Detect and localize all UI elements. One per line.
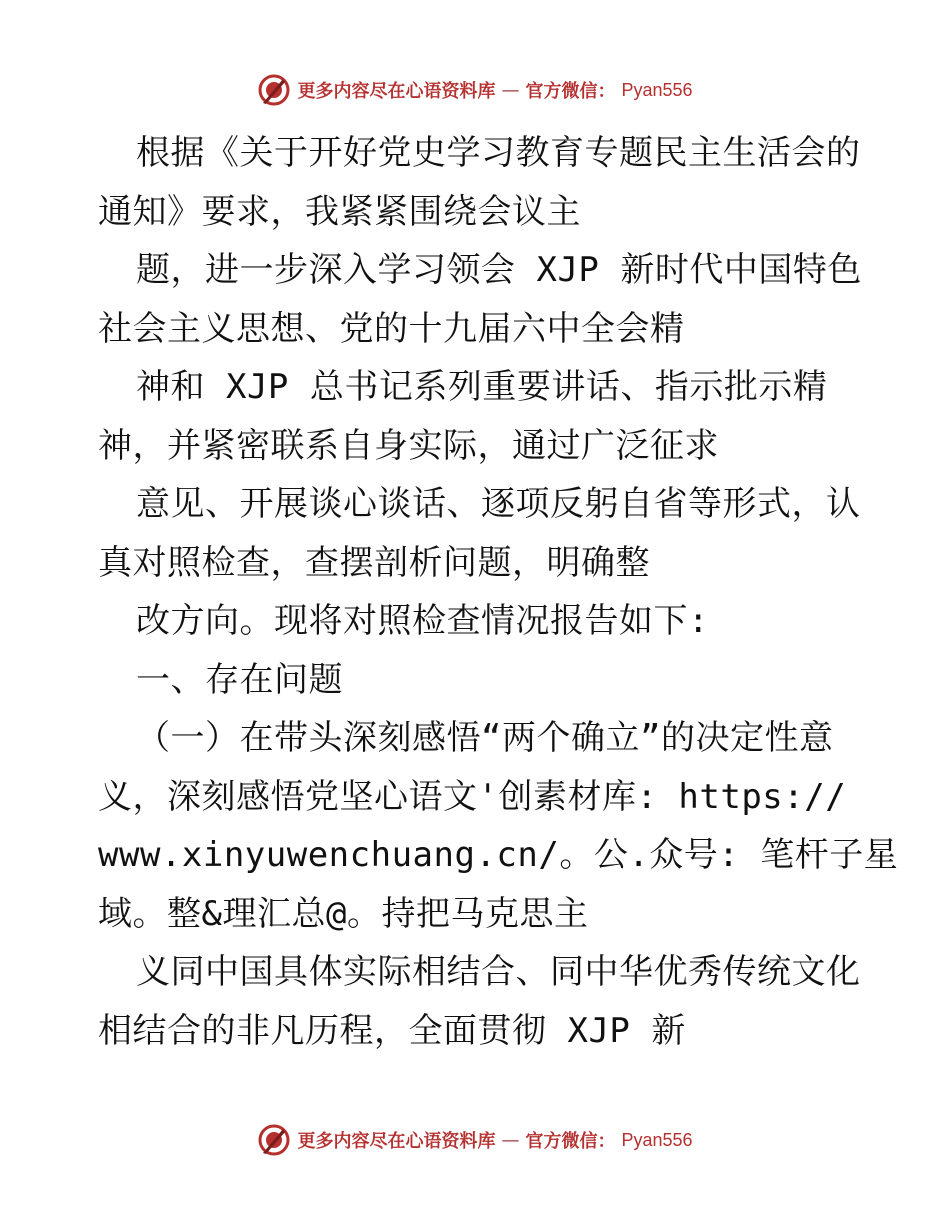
body-line: 真对照检查，查摆剖析问题，明确整: [98, 542, 650, 583]
footer-banner: [0, 1122, 950, 1158]
banner-separator: —: [501, 1129, 520, 1151]
body-line: 相结合的非凡历程，全面贯彻 XJP 新: [98, 1010, 686, 1051]
body-line: www.xinyuwenchuang.cn/。公.众号: 笔杆子星: [98, 835, 899, 875]
quill-logo-icon: [257, 73, 291, 107]
body-line: 神和 XJP 总书记系列重要讲话、指示批示精: [136, 367, 828, 407]
wechat-id: Pyan556: [621, 79, 693, 100]
banner-text: 更多内容尽在心语资料库: [297, 1131, 496, 1152]
body-line: 题，进一步深入学习领会 XJP 新时代中国特色: [136, 250, 862, 290]
body-line: 通知》要求，我紧紧围绕会议主: [98, 191, 581, 232]
document-body: [98, 124, 898, 1060]
wechat-label: 官方微信：: [525, 1131, 616, 1152]
body-line: 义同中国具体实际相结合、同中华优秀传统文化: [136, 952, 861, 992]
body-line: 改方向。现将对照检查情况报告如下:: [136, 601, 709, 641]
body-line: 神，并紧密联系自身实际，通过广泛征求: [98, 425, 719, 466]
header-banner: [0, 72, 950, 108]
body-line: 根据《关于开好党史学习教育专题民主生活会的: [136, 133, 861, 173]
section-heading: 一、存在问题: [136, 659, 343, 700]
body-line: 域。整&理汇总@。持把马克思主: [98, 893, 589, 934]
body-line: 义，深刻感悟党坚心语文'创素材库: https://: [98, 776, 847, 817]
banner-separator: —: [501, 79, 520, 101]
body-line: 社会主义思想、党的十九届六中全会精: [98, 308, 685, 349]
quill-logo-icon: [257, 1123, 291, 1157]
banner-text: 更多内容尽在心语资料库: [297, 81, 496, 102]
wechat-label: 官方微信：: [525, 81, 616, 102]
body-line: 意见、开展谈心谈话、逐项反躬自省等形式，认: [136, 484, 861, 524]
wechat-id: Pyan556: [621, 1129, 693, 1150]
body-line: （一）在带头深刻感悟“两个确立”的决定性意: [136, 718, 834, 758]
